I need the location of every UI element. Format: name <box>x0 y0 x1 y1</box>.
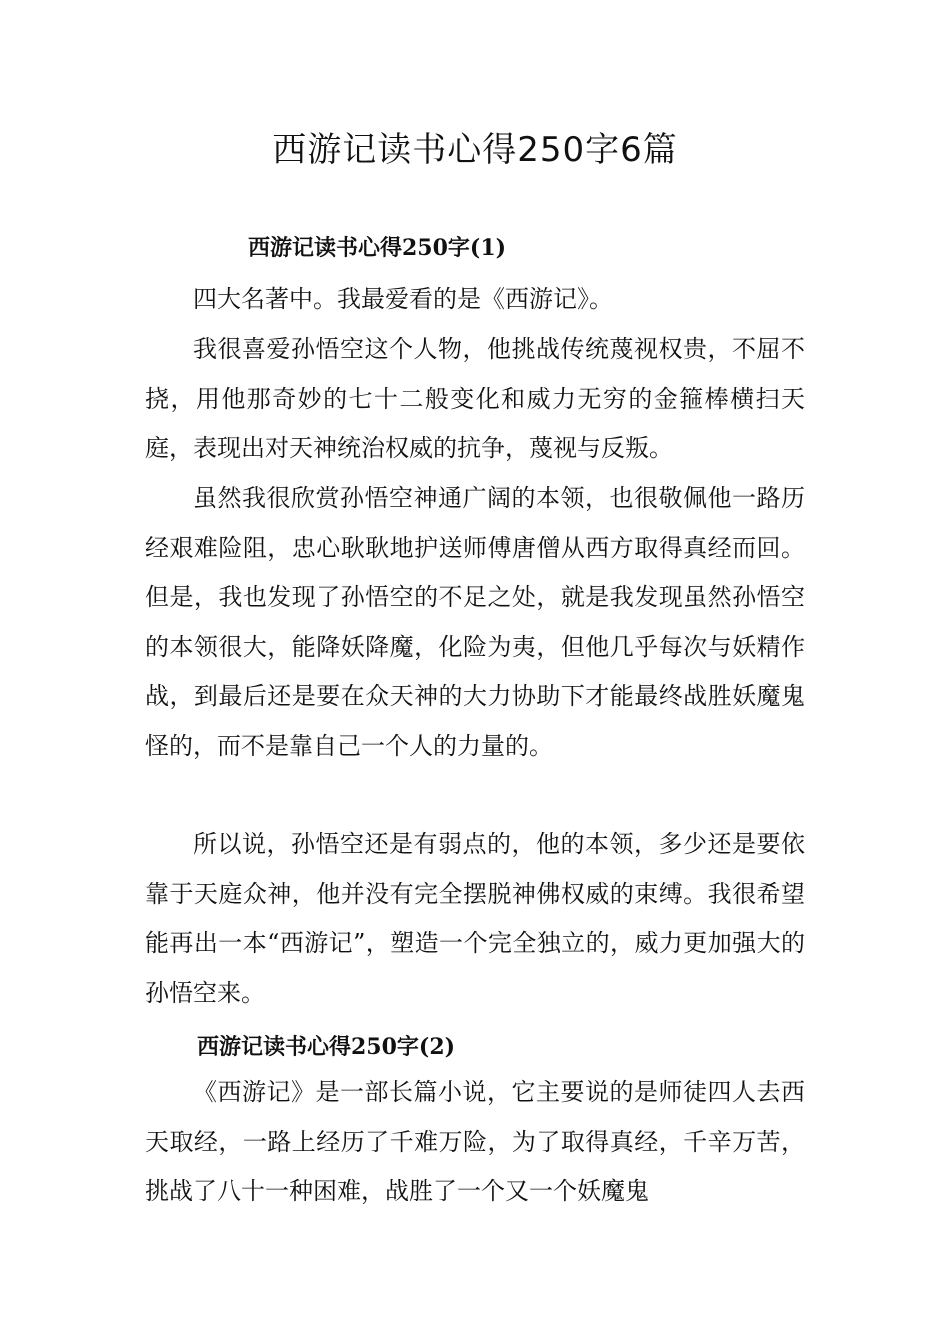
paragraph: 四大名著中。我最爱看的是《西游记》。 <box>193 285 613 313</box>
paragraph: 虽然我很欣赏孙悟空神通广阔的本领，也很敬佩他一路历经艰难险阻，忠心耿耿地护送师傅唐僧从西方取得真经而回。但是，我也发现了孙悟空的不足之处，就是我发现虽然孙悟空的本领很大，能降妖降魔，化险为夷，但他几乎每次与妖精作战，到最后还是要在众天神的大力协助下才能最终战胜妖魔鬼怪的，而不是靠自己一个人的力量的。 <box>145 484 805 760</box>
section-heading-1: 西游记读书心得250字(1) <box>248 235 507 261</box>
paragraph: 《西游记》是一部长篇小说，它主要说的是师徒四人去西天取经，一路上经历了千难万险，为了取得真经，千辛万苦，挑战了八十一种困难，战胜了一个又一个妖魔鬼 <box>145 1078 805 1205</box>
paragraph: 我很喜爱孙悟空这个人物，他挑战传统蔑视权贵，不屈不挠，用他那奇妙的七十二般变化和威力无穷的金箍棒横扫天庭，表现出对天神统治权威的抗争，蔑视与反叛。 <box>145 335 805 462</box>
paragraph: 所以说，孙悟空还是有弱点的，他的本领，多少还是要依靠于天庭众神，他并没有完全摆脱神佛权威的束缚。我很希望能再出一本“西游记”，塑造一个完全独立的，威力更加强大的孙悟空来。 <box>145 830 805 1007</box>
document-title: 西游记读书心得250字6篇 <box>272 130 678 170</box>
section-heading-2: 西游记读书心得250字(2) <box>197 1034 456 1060</box>
